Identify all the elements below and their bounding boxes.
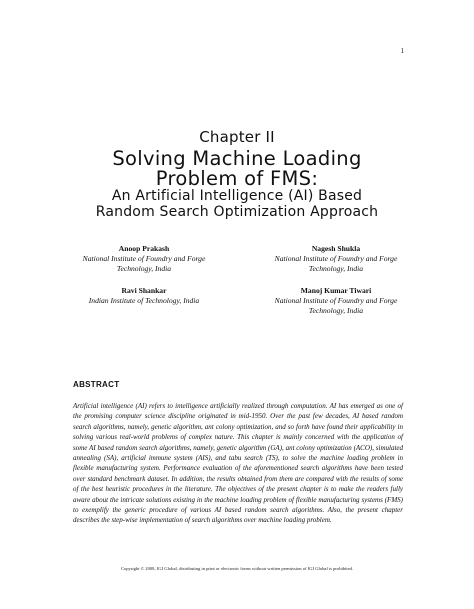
copyright-notice: Copyright © 2008, IGI Global, distributing in print or electronic forms without written permission of IGI Global is prohibited. [120,566,354,571]
author-name: Nagesh Shukla [311,244,361,253]
author-affiliation: Technology, India [308,306,364,315]
author-affiliation: Indian Institute of Technology, India [88,296,200,305]
author-block-1 [54,244,234,274]
chapter-title-line-2: Problem of FMS: [155,167,319,190]
chapter-title-line-1: Solving Machine Loading [112,147,362,170]
author-affiliation: Technology, India [116,264,172,273]
author-affiliation: National Institute of Foundry and Forge [82,254,206,263]
author-block-2 [246,244,426,274]
author-affiliation: National Institute of Foundry and Forge [274,254,398,263]
author-affiliation: National Institute of Foundry and Forge [274,296,398,305]
abstract-heading: ABSTRACT [73,380,120,389]
chapter-subtitle-line-1: An Artificial Intelligence (AI) Based [111,188,363,204]
author-block-3 [54,286,234,306]
author-block-4 [246,286,426,316]
author-name: Manoj Kumar Tiwari [300,286,372,295]
page-number: 1 [400,47,404,55]
chapter-subtitle-line-2: Random Search Optimization Approach [95,204,379,220]
chapter-subtitle [0,188,474,220]
chapter-label: Chapter II [199,128,275,146]
chapter-title [0,149,474,189]
abstract-body: Artificial intelligence (AI) refers to intelligence artificially realized through computation. AI has emerged as one of the promising computer science discipline originated in mid-1950. Over the past few decades, AI based random search algorithms, namely, genetic algorithm, ant colony optimization, and so forth have found their applicability in solving various real-world problems of complex nature. This chapter is mainly concerned with the application of some AI based random search algorithms, namely, genetic algorithm (GA), ant colony optimization (ACO), simulated annealing (SA), artificial immune system (AIS), and tabu search (TS), to solve the machine loading problem in flexible manufacturing system. Performance evaluation of the aforementioned search algorithms have been tested over standard benchmark dataset. In addition, the results obtained from them are compared with the results of some of the best heuristic procedures in the literature. The objectives of the present chapter is to make the readers fully aware about the intricate solutions existing in the machine loading problem of flexible manufacturing systems (FMS) to exemplify the generic procedure of various AI based random search algorithms. Also, the present chapter describes the step-wise implementation of search algorithms over machine loading problem. [73,402,403,525]
author-name: Ravi Shankar [121,286,167,295]
author-affiliation: Technology, India [308,264,364,273]
author-name: Anoop Prakash [118,244,170,253]
